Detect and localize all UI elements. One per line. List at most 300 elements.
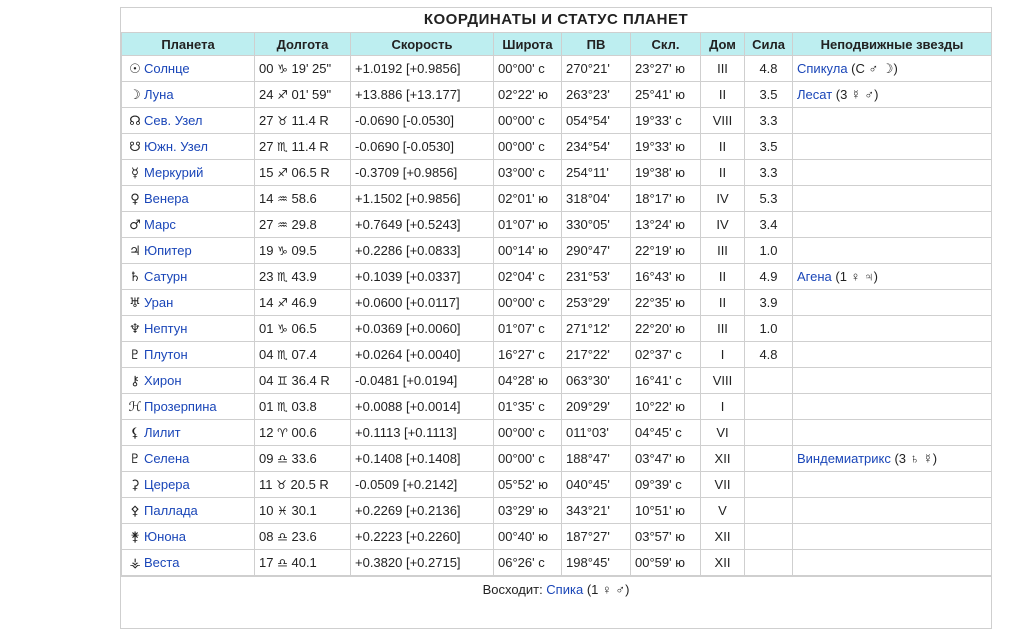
speed-cell: +1.1502 [+0.9856]	[351, 186, 494, 212]
declination-cell: 19°33' ю	[631, 134, 701, 160]
planet-cell	[122, 550, 255, 576]
latitude-cell: 02°01' ю	[494, 186, 562, 212]
latitude-cell: 06°26' с	[494, 550, 562, 576]
fixed-star-cell	[793, 108, 992, 134]
ascendant-star-link[interactable]: Спика	[546, 582, 584, 597]
longitude-cell	[255, 108, 351, 134]
speed-cell: +13.886 [+13.177]	[351, 82, 494, 108]
table-row	[122, 212, 992, 238]
planet-glyph-icon: ☉	[129, 61, 141, 77]
longitude-cell	[255, 238, 351, 264]
declination-cell: 02°37' с	[631, 342, 701, 368]
fixed-star-cell	[793, 420, 992, 446]
longitude-degrees: 11	[259, 477, 273, 492]
fixed-star-cell	[793, 368, 992, 394]
house-cell: VII	[701, 472, 745, 498]
zodiac-sign-icon: ♏	[277, 348, 288, 362]
ra-cell: 054°54'	[562, 108, 631, 134]
longitude-cell	[255, 134, 351, 160]
speed-cell: +0.1408 [+0.1408]	[351, 446, 494, 472]
planet-glyph-icon: ♃	[129, 243, 141, 259]
header-longitude: Долгота	[255, 33, 351, 56]
longitude-rest: 43.9	[291, 269, 317, 284]
power-cell: 3.5	[745, 82, 793, 108]
planet-link[interactable]: Селена	[144, 450, 190, 466]
longitude-cell	[255, 212, 351, 238]
ra-cell: 231°53'	[562, 264, 631, 290]
fixed-star-note: (3 ☿ ♂)	[832, 87, 879, 102]
declination-cell: 00°59' ю	[631, 550, 701, 576]
ra-cell: 217°22'	[562, 342, 631, 368]
ra-cell: 254°11'	[562, 160, 631, 186]
fixed-star-cell	[793, 56, 992, 82]
declination-cell: 10°22' ю	[631, 394, 701, 420]
fixed-star-cell	[793, 238, 992, 264]
longitude-cell	[255, 342, 351, 368]
house-cell: VIII	[701, 368, 745, 394]
house-cell: IV	[701, 212, 745, 238]
longitude-degrees: 23	[259, 269, 274, 284]
ra-cell: 198°45'	[562, 550, 631, 576]
latitude-cell: 01°35' с	[494, 394, 562, 420]
longitude-rest: 23.6	[291, 529, 317, 544]
house-cell: III	[701, 56, 745, 82]
longitude-rest: 01' 59"	[291, 87, 332, 102]
planet-cell	[122, 290, 255, 316]
planet-cell	[122, 342, 255, 368]
planet-link[interactable]: Веста	[144, 554, 180, 570]
planet-cell	[122, 186, 255, 212]
fixed-star-link[interactable]: Агена	[797, 269, 832, 284]
planet-glyph-icon: ♇	[129, 451, 141, 467]
fixed-star-cell	[793, 446, 992, 472]
planet-glyph-icon: ♀	[130, 191, 140, 207]
declination-cell: 19°33' с	[631, 108, 701, 134]
planet-glyph-icon: ⚸	[130, 425, 140, 441]
planet-cell	[122, 264, 255, 290]
fixed-star-note: (С ♂ ☽)	[847, 60, 898, 76]
planet-link[interactable]: Венера	[144, 190, 189, 206]
power-cell	[745, 524, 793, 550]
power-cell: 3.3	[745, 108, 793, 134]
header-power: Сила	[745, 33, 793, 56]
fixed-star-note: (1 ♀ ♃)	[831, 269, 879, 284]
latitude-cell: 00°00' с	[494, 108, 562, 134]
longitude-cell	[255, 394, 351, 420]
speed-cell: +0.2286 [+0.0833]	[351, 238, 494, 264]
planet-cell	[122, 498, 255, 524]
planet-glyph-icon: ☊	[129, 113, 141, 129]
planet-glyph-icon: ☿	[131, 165, 139, 181]
speed-cell: -0.0481 [+0.0194]	[351, 368, 494, 394]
planet-cell	[122, 160, 255, 186]
house-cell: III	[701, 238, 745, 264]
table-row	[122, 342, 992, 368]
speed-cell: -0.0690 [-0.0530]	[351, 108, 494, 134]
ra-cell: 011°03'	[562, 420, 631, 446]
planet-glyph-icon: ℋ	[128, 399, 142, 415]
fixed-star-cell	[793, 82, 992, 108]
speed-cell: +0.0369 [+0.0060]	[351, 316, 494, 342]
longitude-rest: 09.5	[291, 243, 317, 258]
planet-link[interactable]: Юпитер	[144, 242, 192, 258]
longitude-rest: 40.1	[291, 555, 317, 570]
power-cell	[745, 472, 793, 498]
latitude-cell: 02°04' с	[494, 264, 562, 290]
planet-glyph-icon: ⚵	[130, 529, 140, 545]
house-cell: III	[701, 316, 745, 342]
longitude-rest: 29.8	[291, 217, 317, 232]
table-row	[122, 446, 992, 472]
planet-link[interactable]: Сатурн	[144, 268, 188, 284]
ascendant-note: (1 ♀ ♂)	[583, 582, 630, 597]
fixed-star-cell	[793, 290, 992, 316]
longitude-rest: 06.5 R	[291, 165, 330, 180]
ra-cell: 290°47'	[562, 238, 631, 264]
ascendant-label: Восходит:	[482, 582, 547, 597]
zodiac-sign-icon: ♎	[277, 556, 288, 570]
longitude-cell	[255, 472, 351, 498]
planet-glyph-icon: ⚷	[130, 373, 140, 389]
planet-cell	[122, 316, 255, 342]
house-cell: VI	[701, 420, 745, 446]
latitude-cell: 04°28' ю	[494, 368, 562, 394]
longitude-degrees: 17	[259, 555, 274, 570]
longitude-cell	[255, 56, 351, 82]
house-cell: IV	[701, 186, 745, 212]
speed-cell: +0.7649 [+0.5243]	[351, 212, 494, 238]
latitude-cell: 02°22' ю	[494, 82, 562, 108]
ra-cell: 330°05'	[562, 212, 631, 238]
house-cell: VIII	[701, 108, 745, 134]
fixed-star-cell	[793, 524, 992, 550]
planet-glyph-icon: ⚶	[129, 555, 141, 571]
latitude-cell: 03°00' с	[494, 160, 562, 186]
declination-cell: 25°41' ю	[631, 82, 701, 108]
table-row	[122, 186, 992, 212]
longitude-rest: 03.8	[291, 399, 317, 414]
power-cell: 4.8	[745, 342, 793, 368]
planet-cell	[122, 238, 255, 264]
fixed-star-cell	[793, 550, 992, 576]
planet-link[interactable]: Марс	[144, 216, 176, 232]
header-fixed-stars: Неподвижные звезды	[793, 33, 992, 56]
longitude-cell	[255, 524, 351, 550]
planet-link[interactable]: Прозерпина	[144, 398, 217, 414]
longitude-rest: 11.4 R	[291, 113, 329, 128]
header-house: Дом	[701, 33, 745, 56]
header-latitude: Широта	[494, 33, 562, 56]
planet-cell	[122, 134, 255, 160]
planet-cell	[122, 524, 255, 550]
ra-cell: 253°29'	[562, 290, 631, 316]
ra-cell: 209°29'	[562, 394, 631, 420]
declination-cell: 09°39' с	[631, 472, 701, 498]
declination-cell: 19°38' ю	[631, 160, 701, 186]
planet-cell	[122, 394, 255, 420]
planet-status-panel	[120, 7, 992, 629]
power-cell: 1.0	[745, 238, 793, 264]
house-cell: II	[701, 160, 745, 186]
ra-cell: 318°04'	[562, 186, 631, 212]
zodiac-sign-icon: ♑	[277, 62, 288, 76]
longitude-rest: 19' 25"	[291, 61, 332, 76]
fixed-star-cell	[793, 160, 992, 186]
header-declination: Скл.	[631, 33, 701, 56]
longitude-degrees: 24	[259, 87, 274, 102]
declination-cell: 13°24' ю	[631, 212, 701, 238]
fixed-star-note: (3 ♄ ☿)	[890, 451, 938, 466]
longitude-degrees: 27	[259, 113, 274, 128]
planet-cell	[122, 446, 255, 472]
power-cell: 1.0	[745, 316, 793, 342]
declination-cell: 04°45' с	[631, 420, 701, 446]
house-cell: V	[701, 498, 745, 524]
longitude-cell	[255, 290, 351, 316]
longitude-degrees: 01	[259, 321, 274, 336]
table-row	[122, 160, 992, 186]
speed-cell: -0.3709 [+0.9856]	[351, 160, 494, 186]
planet-link[interactable]: Меркурий	[144, 164, 204, 180]
zodiac-sign-icon: ♐	[277, 88, 288, 102]
zodiac-sign-icon: ♏	[277, 270, 288, 284]
page-title: КООРДИНАТЫ И СТАТУС ПЛАНЕТ	[423, 11, 689, 28]
table-row	[122, 550, 992, 576]
speed-cell: +0.1113 [+0.1113]	[351, 420, 494, 446]
ra-cell: 263°23'	[562, 82, 631, 108]
zodiac-sign-icon: ♈	[277, 426, 288, 440]
planet-link[interactable]: Хирон	[144, 372, 182, 388]
ra-cell: 187°27'	[562, 524, 631, 550]
longitude-cell	[255, 264, 351, 290]
planet-glyph-icon: ☋	[129, 139, 141, 155]
longitude-rest: 20.5 R	[290, 477, 329, 492]
house-cell: I	[701, 394, 745, 420]
table-header-row	[122, 33, 992, 56]
planet-link[interactable]: Юнона	[144, 528, 186, 544]
house-cell: II	[701, 82, 745, 108]
declination-cell: 23°27' ю	[631, 56, 701, 82]
longitude-cell	[255, 446, 351, 472]
zodiac-sign-icon: ♉	[277, 114, 288, 128]
longitude-degrees: 04	[259, 347, 274, 362]
latitude-cell: 00°00' с	[494, 290, 562, 316]
longitude-cell	[255, 498, 351, 524]
planet-link[interactable]: Уран	[144, 294, 174, 310]
longitude-cell	[255, 550, 351, 576]
fixed-star-cell	[793, 342, 992, 368]
longitude-cell	[255, 316, 351, 342]
zodiac-sign-icon: ♏	[277, 400, 288, 414]
planet-link[interactable]: Лилит	[144, 424, 181, 440]
zodiac-sign-icon: ♑	[277, 244, 288, 258]
planet-glyph-icon: ☽	[129, 87, 141, 103]
house-cell: XII	[701, 550, 745, 576]
zodiac-sign-icon: ♐	[277, 166, 288, 180]
longitude-rest: 07.4	[291, 347, 317, 362]
planet-glyph-icon: ⚳	[130, 477, 140, 493]
table-row	[122, 472, 992, 498]
longitude-degrees: 00	[259, 61, 274, 76]
declination-cell: 22°20' ю	[631, 316, 701, 342]
zodiac-sign-icon: ♉	[276, 478, 287, 492]
longitude-cell	[255, 160, 351, 186]
longitude-cell	[255, 82, 351, 108]
longitude-degrees: 01	[259, 399, 274, 414]
speed-cell: +0.0264 [+0.0040]	[351, 342, 494, 368]
latitude-cell: 03°29' ю	[494, 498, 562, 524]
longitude-degrees: 12	[259, 425, 274, 440]
longitude-rest: 33.6	[291, 451, 317, 466]
table-row	[122, 368, 992, 394]
header-ra: ПВ	[562, 33, 631, 56]
table-row	[122, 290, 992, 316]
power-cell	[745, 550, 793, 576]
zodiac-sign-icon: ♒	[277, 192, 288, 206]
latitude-cell: 00°00' с	[494, 446, 562, 472]
longitude-rest: 06.5	[291, 321, 317, 336]
power-cell: 4.9	[745, 264, 793, 290]
fixed-star-cell	[793, 498, 992, 524]
planet-cell	[122, 82, 255, 108]
longitude-degrees: 08	[259, 529, 274, 544]
ra-cell: 343°21'	[562, 498, 631, 524]
longitude-rest: 36.4 R	[291, 373, 330, 388]
planet-link[interactable]: Церера	[144, 476, 190, 492]
longitude-degrees: 14	[259, 295, 274, 310]
latitude-cell: 01°07' с	[494, 316, 562, 342]
planet-glyph-icon: ⚴	[130, 503, 140, 519]
zodiac-sign-icon: ♊	[277, 374, 288, 388]
speed-cell: +0.3820 [+0.2715]	[351, 550, 494, 576]
longitude-cell	[255, 186, 351, 212]
latitude-cell: 16°27' с	[494, 342, 562, 368]
ra-cell: 188°47'	[562, 446, 631, 472]
planet-cell	[122, 56, 255, 82]
speed-cell: -0.0690 [-0.0530]	[351, 134, 494, 160]
planet-link[interactable]: Южн. Узел	[144, 138, 208, 154]
fixed-star-cell	[793, 394, 992, 420]
planet-glyph-icon: ♇	[129, 347, 141, 363]
longitude-degrees: 15	[259, 165, 274, 180]
speed-cell: +0.0600 [+0.0117]	[351, 290, 494, 316]
table-row	[122, 420, 992, 446]
longitude-cell	[255, 368, 351, 394]
declination-cell: 22°35' ю	[631, 290, 701, 316]
planet-link[interactable]: Нептун	[144, 320, 188, 336]
latitude-cell: 00°00' с	[494, 134, 562, 160]
latitude-cell: 00°14' ю	[494, 238, 562, 264]
house-cell: II	[701, 290, 745, 316]
header-planet: Планета	[122, 33, 255, 56]
planet-link[interactable]: Паллада	[144, 502, 198, 518]
power-cell	[745, 394, 793, 420]
zodiac-sign-icon: ♓	[277, 504, 288, 518]
planet-glyph-icon: ♆	[129, 321, 141, 337]
longitude-degrees: 09	[259, 451, 274, 466]
table-row	[122, 498, 992, 524]
longitude-degrees: 04	[259, 373, 274, 388]
longitude-degrees: 19	[259, 243, 274, 258]
planet-table	[121, 32, 992, 576]
declination-cell: 18°17' ю	[631, 186, 701, 212]
fixed-star-cell	[793, 316, 992, 342]
fixed-star-cell	[793, 264, 992, 290]
power-cell	[745, 446, 793, 472]
table-row	[122, 82, 992, 108]
ascendant-footer	[121, 576, 991, 603]
planet-link[interactable]: Сев. Узел	[144, 112, 203, 128]
house-cell: II	[701, 134, 745, 160]
zodiac-sign-icon: ♑	[277, 322, 288, 336]
ra-cell: 063°30'	[562, 368, 631, 394]
table-row	[122, 316, 992, 342]
planet-link[interactable]: Солнце	[144, 60, 190, 76]
speed-cell: -0.0509 [+0.2142]	[351, 472, 494, 498]
planet-glyph-icon: ♄	[129, 269, 141, 285]
ra-cell: 271°12'	[562, 316, 631, 342]
power-cell	[745, 498, 793, 524]
planet-glyph-icon: ♂	[129, 217, 141, 233]
power-cell: 5.3	[745, 186, 793, 212]
house-cell: II	[701, 264, 745, 290]
longitude-degrees: 27	[259, 139, 274, 154]
power-cell: 3.3	[745, 160, 793, 186]
planet-glyph-icon: ♅	[129, 295, 141, 311]
fixed-star-link[interactable]: Виндемиатрикс	[797, 451, 891, 466]
power-cell: 3.4	[745, 212, 793, 238]
planet-link[interactable]: Плутон	[144, 346, 188, 362]
longitude-degrees: 14	[259, 191, 274, 206]
header-speed: Скорость	[351, 33, 494, 56]
power-cell: 3.5	[745, 134, 793, 160]
power-cell	[745, 368, 793, 394]
declination-cell: 16°41' с	[631, 368, 701, 394]
longitude-cell	[255, 420, 351, 446]
longitude-degrees: 10	[259, 503, 274, 518]
table-row	[122, 134, 992, 160]
planet-cell	[122, 108, 255, 134]
latitude-cell: 01°07' ю	[494, 212, 562, 238]
fixed-star-cell	[793, 186, 992, 212]
longitude-degrees: 27	[259, 217, 274, 232]
speed-cell: +0.0088 [+0.0014]	[351, 394, 494, 420]
longitude-rest: 00.6	[291, 425, 317, 440]
house-cell: XII	[701, 446, 745, 472]
fixed-star-link[interactable]: Лесат	[797, 87, 833, 102]
longitude-rest: 30.1	[291, 503, 317, 518]
planet-cell	[122, 472, 255, 498]
fixed-star-cell	[793, 472, 992, 498]
zodiac-sign-icon: ♏	[277, 140, 288, 154]
table-row	[122, 108, 992, 134]
ra-cell: 234°54'	[562, 134, 631, 160]
declination-cell: 16°43' ю	[631, 264, 701, 290]
speed-cell: +0.1039 [+0.0337]	[351, 264, 494, 290]
longitude-rest: 58.6	[291, 191, 317, 206]
house-cell: XII	[701, 524, 745, 550]
zodiac-sign-icon: ♒	[277, 218, 288, 232]
fixed-star-link[interactable]: Спикула	[797, 60, 848, 76]
speed-cell: +0.2269 [+0.2136]	[351, 498, 494, 524]
speed-cell: +1.0192 [+0.9856]	[351, 56, 494, 82]
latitude-cell: 00°40' ю	[494, 524, 562, 550]
planet-link[interactable]: Луна	[144, 86, 174, 102]
declination-cell: 22°19' ю	[631, 238, 701, 264]
zodiac-sign-icon: ♎	[277, 530, 288, 544]
latitude-cell: 05°52' ю	[494, 472, 562, 498]
zodiac-sign-icon: ♐	[277, 296, 288, 310]
